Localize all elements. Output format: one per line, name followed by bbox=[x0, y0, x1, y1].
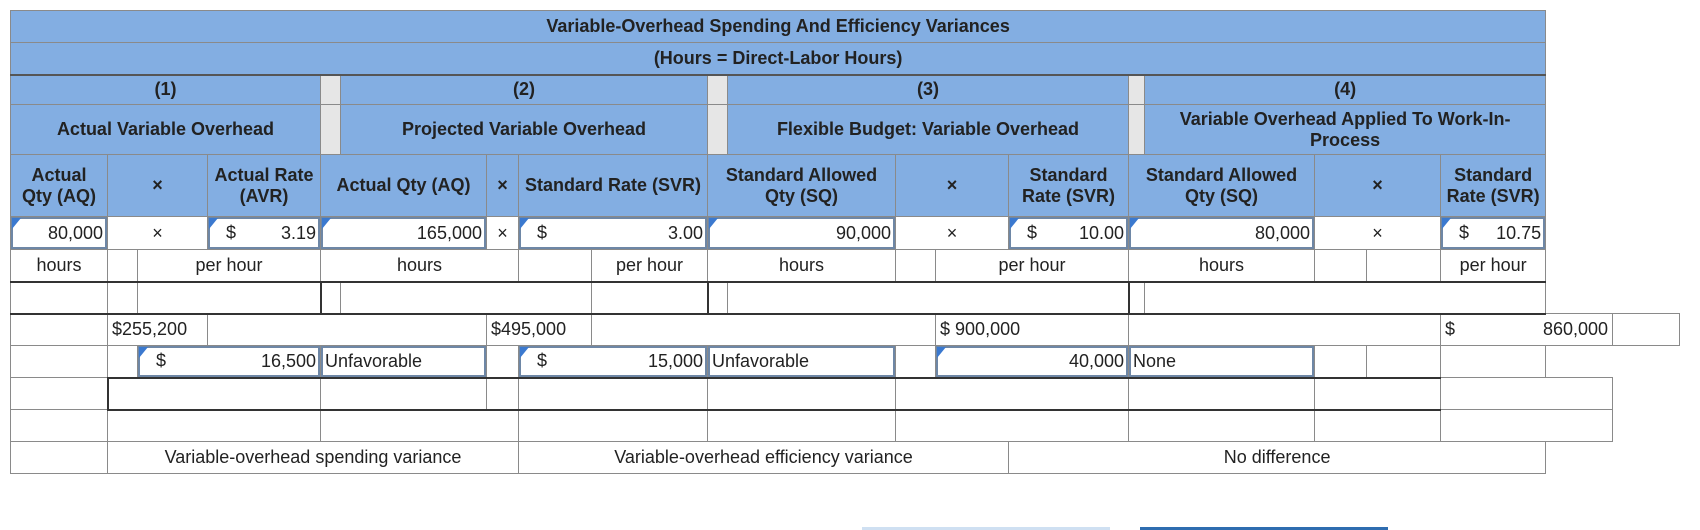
variance-amount-input-2[interactable] bbox=[519, 346, 708, 378]
empty-cell bbox=[1441, 346, 1546, 378]
total-amount-3 bbox=[936, 314, 1129, 346]
column-number-3: (3) bbox=[728, 75, 1129, 105]
variance-type-select-2[interactable]: Unfavorable bbox=[708, 346, 896, 378]
column-heading-4: Variable Overhead Applied To Work-In-Process bbox=[1145, 105, 1546, 155]
empty-cell bbox=[138, 282, 321, 314]
empty-cell bbox=[1315, 250, 1367, 282]
empty-cell bbox=[11, 442, 108, 474]
qty-input-2[interactable]: 165,000 bbox=[321, 217, 487, 250]
rate-value: 3.00 bbox=[667, 222, 703, 243]
empty-cell bbox=[321, 282, 341, 314]
rate-unit: per hour bbox=[138, 250, 321, 282]
currency-symbol: $ bbox=[1027, 222, 1038, 243]
currency-symbol: $ bbox=[537, 350, 548, 371]
empty-cell bbox=[1441, 378, 1613, 410]
rate-label-2: Standard Rate (SVR) bbox=[519, 155, 708, 217]
empty-cell bbox=[708, 410, 896, 442]
times-sign: × bbox=[487, 155, 519, 217]
empty-cell bbox=[108, 410, 321, 442]
qty-input-1[interactable]: 80,000 bbox=[11, 217, 108, 250]
empty-cell bbox=[108, 250, 138, 282]
worksheet-title: Variable-Overhead Spending And Efficiency Variances bbox=[11, 11, 1546, 43]
rate-label-1: Actual Rate (AVR) bbox=[208, 155, 321, 217]
rate-value: 3.19 bbox=[280, 222, 316, 243]
qty-input-3[interactable]: 90,000 bbox=[708, 217, 896, 250]
empty-cell bbox=[1441, 410, 1613, 442]
currency-symbol: $ bbox=[537, 222, 548, 243]
rate-input-2[interactable] bbox=[519, 217, 708, 250]
times-sign: × bbox=[487, 217, 519, 250]
times-sign: × bbox=[896, 155, 1009, 217]
column-separator bbox=[1129, 105, 1145, 155]
currency-symbol: $ bbox=[156, 350, 167, 371]
qty-unit: hours bbox=[321, 250, 519, 282]
empty-cell bbox=[519, 378, 708, 410]
empty-cell bbox=[1129, 410, 1315, 442]
rate-unit: per hour bbox=[1441, 250, 1546, 282]
column-separator bbox=[1129, 75, 1145, 105]
rate-label-4: Standard Rate (SVR) bbox=[1441, 155, 1546, 217]
currency-symbol: $ bbox=[226, 222, 237, 243]
qty-label-4: Standard Allowed Qty (SQ) bbox=[1129, 155, 1315, 217]
column-heading-1: Actual Variable Overhead bbox=[11, 105, 321, 155]
efficiency-variance-label: Variable-overhead efficiency variance bbox=[519, 442, 1009, 474]
empty-cell bbox=[1613, 314, 1680, 346]
times-sign: × bbox=[896, 217, 1009, 250]
empty-cell bbox=[1367, 250, 1441, 282]
times-sign: × bbox=[108, 217, 208, 250]
empty-cell bbox=[321, 378, 487, 410]
empty-cell bbox=[896, 378, 1129, 410]
times-sign: × bbox=[1315, 155, 1441, 217]
variance-amount-input-1[interactable] bbox=[138, 346, 321, 378]
empty-cell bbox=[108, 346, 138, 378]
worksheet-subtitle: (Hours = Direct-Labor Hours) bbox=[11, 43, 1546, 75]
rate-unit: per hour bbox=[592, 250, 708, 282]
column-number-4: (4) bbox=[1145, 75, 1546, 105]
total-amount-2 bbox=[487, 314, 592, 346]
empty-cell bbox=[896, 250, 936, 282]
qty-label-1: Actual Qty (AQ) bbox=[11, 155, 108, 217]
column-heading-2: Projected Variable Overhead bbox=[341, 105, 708, 155]
currency-symbol: $ bbox=[940, 319, 951, 340]
empty-cell bbox=[1129, 378, 1315, 410]
empty-cell bbox=[1145, 282, 1546, 314]
qty-label-3: Standard Allowed Qty (SQ) bbox=[708, 155, 896, 217]
empty-cell bbox=[592, 282, 708, 314]
empty-cell bbox=[11, 314, 108, 346]
rate-value: 10.00 bbox=[1078, 222, 1124, 243]
rate-input-1[interactable] bbox=[208, 217, 321, 250]
empty-cell bbox=[108, 282, 138, 314]
empty-cell bbox=[728, 282, 1129, 314]
empty-cell bbox=[487, 378, 519, 410]
column-separator bbox=[321, 75, 341, 105]
qty-unit: hours bbox=[1129, 250, 1315, 282]
total-value: 900,000 bbox=[955, 319, 1021, 340]
variance-amount: 16,500 bbox=[260, 350, 316, 371]
empty-cell bbox=[1315, 378, 1441, 410]
column-heading-3: Flexible Budget: Variable Overhead bbox=[728, 105, 1129, 155]
currency-symbol: $ bbox=[1459, 222, 1470, 243]
currency-symbol: $ bbox=[112, 319, 123, 340]
total-value: 495,000 bbox=[501, 319, 567, 340]
rate-value: 10.75 bbox=[1496, 222, 1542, 243]
empty-cell bbox=[519, 250, 592, 282]
rate-input-3[interactable] bbox=[1009, 217, 1129, 250]
empty-cell bbox=[708, 378, 896, 410]
times-sign: × bbox=[1315, 217, 1441, 250]
qty-label-2: Actual Qty (AQ) bbox=[321, 155, 487, 217]
empty-cell bbox=[1129, 282, 1145, 314]
no-difference-label: No difference bbox=[1009, 442, 1546, 474]
variance-type-select-3[interactable]: None bbox=[1129, 346, 1315, 378]
empty-cell bbox=[1367, 346, 1441, 378]
times-sign: × bbox=[108, 155, 208, 217]
empty-cell bbox=[592, 314, 936, 346]
total-amount-1 bbox=[108, 314, 208, 346]
variance-amount-input-3[interactable]: 40,000 bbox=[936, 346, 1129, 378]
empty-cell bbox=[11, 282, 108, 314]
column-separator bbox=[708, 75, 728, 105]
empty-cell bbox=[11, 346, 108, 378]
qty-input-4[interactable]: 80,000 bbox=[1129, 217, 1315, 250]
variance-amount: 15,000 bbox=[647, 350, 703, 371]
empty-cell bbox=[11, 378, 108, 410]
qty-unit: hours bbox=[708, 250, 896, 282]
column-number-2: (2) bbox=[341, 75, 708, 105]
empty-cell bbox=[1315, 346, 1367, 378]
currency-symbol: $ bbox=[491, 319, 502, 340]
variance-worksheet bbox=[10, 10, 1680, 474]
empty-cell bbox=[1315, 410, 1441, 442]
qty-unit: hours bbox=[11, 250, 108, 282]
total-value: 860,000 bbox=[1543, 319, 1609, 340]
rate-unit: per hour bbox=[936, 250, 1129, 282]
empty-cell bbox=[11, 410, 108, 442]
spending-variance-label: Variable-overhead spending variance bbox=[108, 442, 519, 474]
column-number-1: (1) bbox=[11, 75, 321, 105]
rate-input-4[interactable] bbox=[1441, 217, 1546, 250]
currency-symbol: $ bbox=[1445, 319, 1456, 340]
empty-cell bbox=[321, 410, 519, 442]
empty-cell bbox=[708, 282, 728, 314]
empty-cell bbox=[208, 314, 487, 346]
empty-cell bbox=[1129, 314, 1441, 346]
variance-type-select-1[interactable]: Unfavorable bbox=[321, 346, 487, 378]
empty-cell bbox=[896, 410, 1129, 442]
total-value: 255,200 bbox=[122, 319, 188, 340]
rate-label-3: Standard Rate (SVR) bbox=[1009, 155, 1129, 217]
total-amount-4 bbox=[1441, 314, 1613, 346]
empty-cell bbox=[108, 378, 321, 410]
column-separator bbox=[708, 105, 728, 155]
empty-cell bbox=[341, 282, 592, 314]
column-separator bbox=[321, 105, 341, 155]
empty-cell bbox=[896, 346, 936, 378]
empty-cell bbox=[519, 410, 708, 442]
empty-cell bbox=[487, 346, 519, 378]
